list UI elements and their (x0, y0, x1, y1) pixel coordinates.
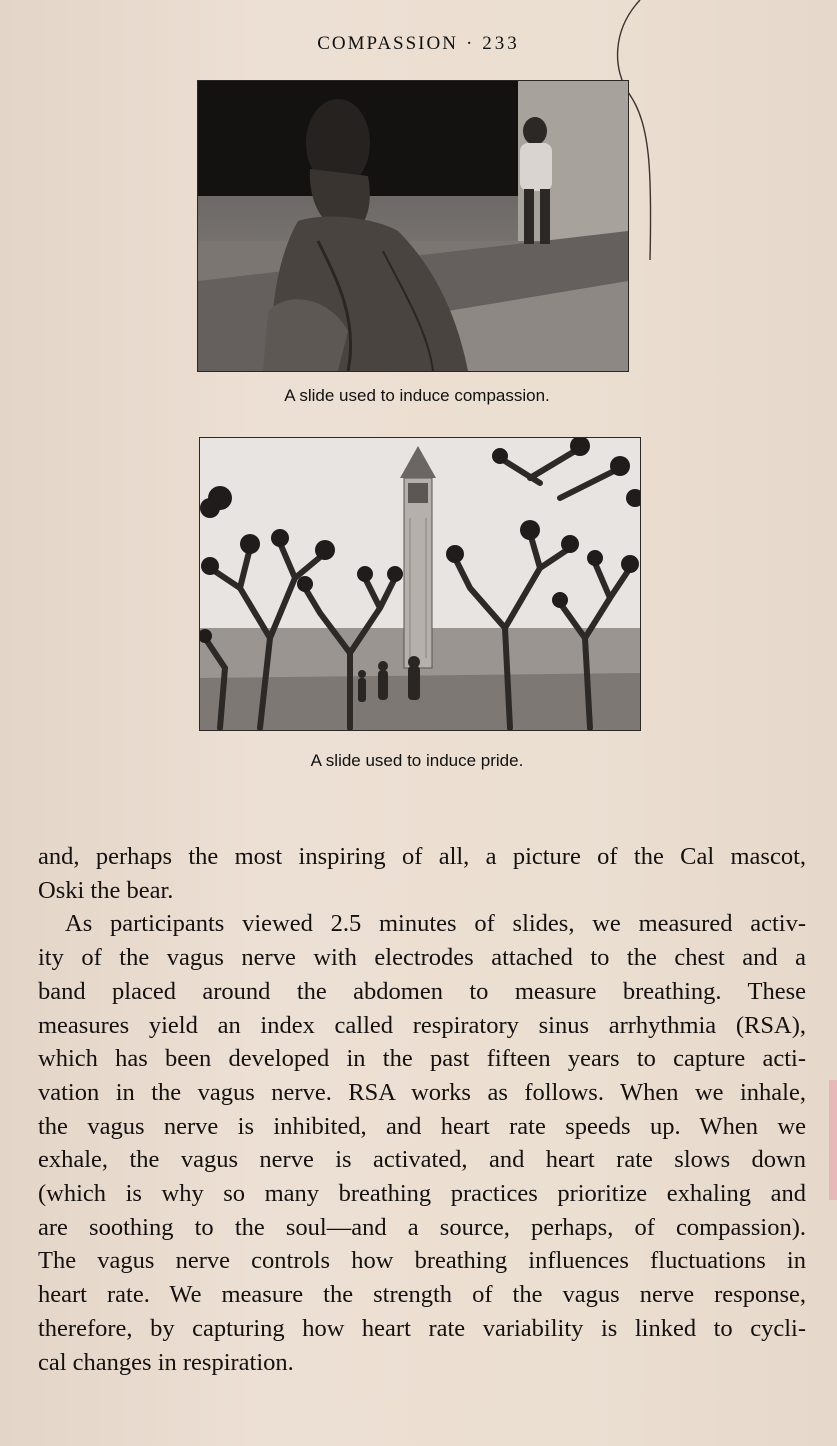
header-title: COMPASSION (317, 33, 458, 54)
text-line: which has been developed in the past fifteen years to capture acti- (38, 1045, 806, 1073)
text-line: vation in the vagus nerve. RSA works as follows. When we inhale, (38, 1078, 806, 1106)
text-line: As participants viewed 2.5 minutes of slides, we measured activ- (65, 910, 806, 938)
compassion-photo-image (198, 81, 628, 371)
text-line: band placed around the abdomen to measure breathing. These (38, 977, 806, 1005)
text-line: measures yield an index called respiratory sinus arrhythmia (RSA), (38, 1011, 806, 1039)
page-edge-tab (829, 1080, 837, 1200)
figure-compassion-photo (198, 81, 628, 371)
header-separator: · (465, 33, 475, 54)
caption-compassion: A slide used to induce compassion. (284, 386, 550, 405)
paragraph-2 (38, 907, 806, 1379)
body-text (38, 840, 806, 1379)
text-line: Oski the bear. (38, 876, 174, 904)
text-line: heart rate. We measure the strength of the vagus nerve response, (38, 1281, 806, 1309)
pride-photo-image (200, 438, 640, 730)
text-line: The vagus nerve controls how breathing influences fluctuations in (38, 1247, 806, 1275)
text-line: cal changes in respiration. (38, 1348, 294, 1376)
text-line: (which is why so many breathing practices prioritize exhaling and (38, 1180, 806, 1208)
paragraph-1 (38, 840, 806, 907)
text-line: therefore, by capturing how heart rate variability is linked to cycli- (38, 1314, 806, 1342)
page-number: 233 (482, 33, 520, 54)
caption-pride: A slide used to induce pride. (310, 751, 524, 770)
figure-pride-photo (200, 438, 640, 730)
text-line: exhale, the vagus nerve is activated, and heart rate slows down (38, 1146, 806, 1174)
text-line: the vagus nerve is inhibited, and heart rate speeds up. When we (38, 1112, 806, 1140)
text-line: are soothing to the soul—and a source, perhaps, of compassion). (38, 1213, 806, 1241)
text-line: and, perhaps the most inspiring of all, a picture of the Cal mascot, (38, 843, 806, 870)
running-header (0, 33, 837, 55)
text-line: ity of the vagus nerve with electrodes attached to the chest and a (38, 944, 806, 972)
